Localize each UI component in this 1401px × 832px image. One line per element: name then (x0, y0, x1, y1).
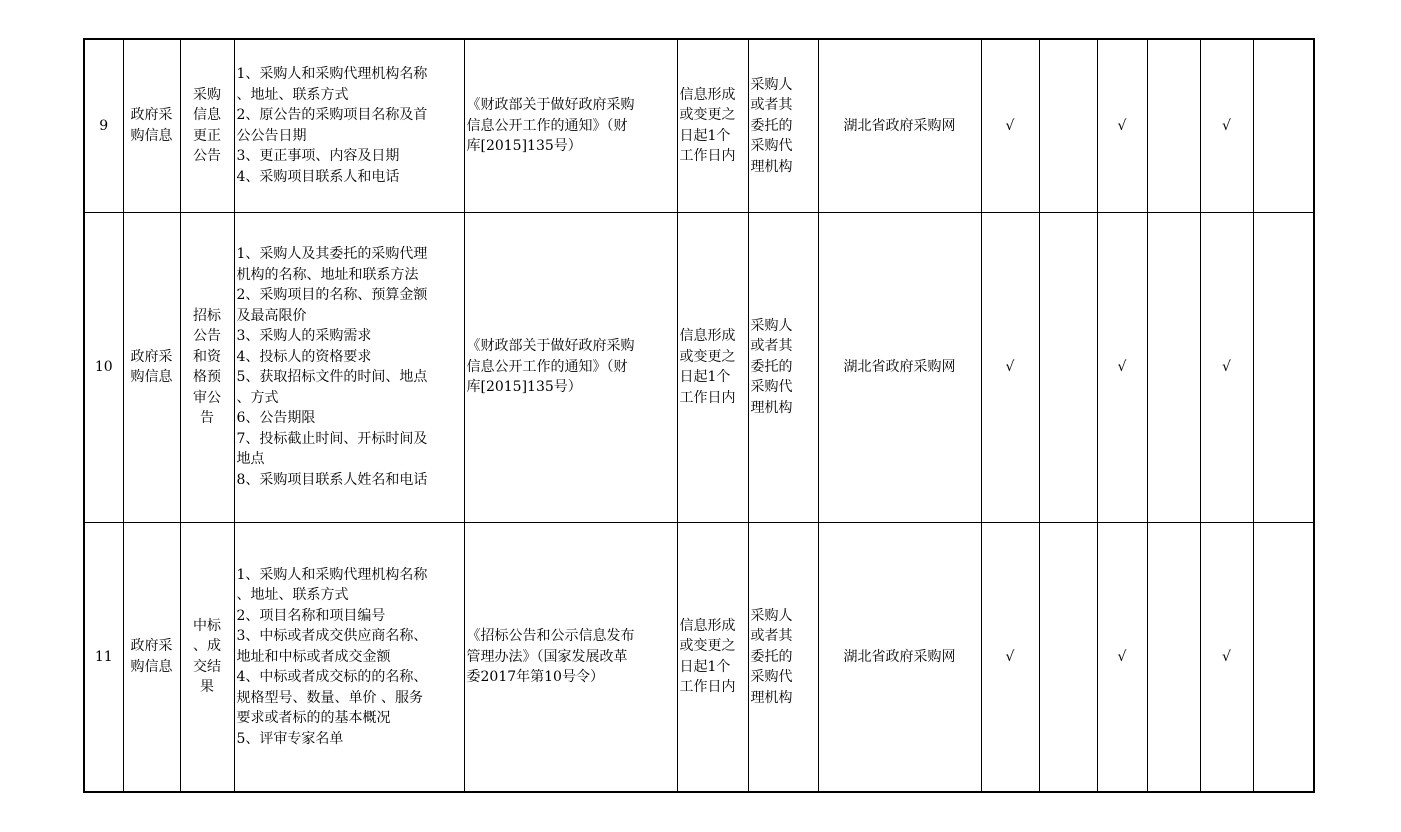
disclosure-basis (464, 212, 677, 522)
check-mark (1253, 212, 1314, 522)
disclosure-content-line: 1、采购人和采购代理机构名称 (236, 66, 428, 83)
disclosure-subject-line: 理机构 (750, 158, 793, 175)
info-item-line: 、成 (193, 638, 221, 655)
disclosure-subject-line: 委托的 (750, 648, 793, 665)
info-item-line: 和资 (193, 348, 221, 365)
check-mark: √ (981, 39, 1039, 212)
check-mark (1147, 212, 1200, 522)
disclosure-channel: 湖北省政府采购网 (818, 39, 981, 212)
disclosure-content-line: 3、更正事项、内容及日期 (236, 148, 400, 165)
disclosure-content-line: 规格型号、数量、单价 、服务 (236, 689, 423, 706)
disclosure-timing-line: 信息形成 (679, 617, 736, 634)
info-item-line: 告 (200, 410, 214, 426)
disclosure-content-line: 要求或者标的的基本概况 (236, 710, 391, 726)
disclosure-subject-line: 或者其 (750, 338, 793, 355)
disclosure-content-line: 公公告日期 (236, 127, 307, 144)
info-item-line: 审公 (193, 389, 221, 406)
disclosure-subject (748, 39, 818, 212)
check-mark (1039, 522, 1097, 792)
disclosure-content-line: 7、投标截止时间、开标时间及 (236, 430, 428, 447)
disclosure-table (83, 38, 1315, 793)
info-item-line: 公告 (193, 148, 221, 165)
disclosure-subject-line: 理机构 (750, 399, 793, 416)
disclosure-content (234, 522, 464, 792)
info-category-line: 购信息 (130, 369, 173, 385)
disclosure-subject-line: 采购人 (750, 607, 793, 624)
info-category-line: 政府采 (130, 348, 173, 365)
info-item-line: 果 (200, 679, 214, 696)
disclosure-content-line: 3、采购人的采购需求 (236, 328, 372, 344)
disclosure-basis-line: 信息公开工作的通知》（财 (466, 117, 628, 134)
disclosure-basis-line: 《财政部关于做好政府采购 (466, 338, 635, 355)
table-row (84, 522, 1314, 792)
row-number: 10 (84, 212, 123, 522)
disclosure-subject-line: 采购人 (750, 76, 793, 93)
disclosure-subject-line: 理机构 (750, 689, 793, 706)
info-item-line: 交结 (193, 658, 221, 675)
disclosure-content (234, 39, 464, 212)
info-item-line: 格预 (193, 369, 221, 385)
info-item-line: 招标 (193, 307, 221, 324)
disclosure-content-line: 4、采购项目联系人和电话 (236, 168, 400, 185)
disclosure-basis-line: 《招标公告和公示信息发布 (466, 628, 635, 644)
check-mark: √ (1097, 212, 1147, 522)
disclosure-basis-line: 库[2015]135号） (466, 379, 582, 396)
check-mark (1253, 39, 1314, 212)
disclosure-subject-line: 委托的 (750, 117, 793, 134)
row-number: 11 (84, 522, 123, 792)
check-mark: √ (1200, 212, 1253, 522)
check-mark (1039, 39, 1097, 212)
disclosure-basis-line: 《财政部关于做好政府采购 (466, 97, 635, 113)
disclosure-content-line: 4、投标人的资格要求 (236, 348, 372, 365)
disclosure-subject-line: 或者其 (750, 97, 793, 113)
info-item-line: 中标 (193, 617, 221, 634)
disclosure-content-line: 机构的名称、地址和联系方法 (236, 266, 419, 283)
disclosure-timing-line: 工作日内 (679, 148, 736, 165)
check-mark: √ (1097, 522, 1147, 792)
disclosure-content-line: 6、公告期限 (236, 410, 316, 426)
disclosure-timing (677, 522, 748, 792)
check-mark (1147, 522, 1200, 792)
table-row (84, 39, 1314, 212)
disclosure-content-line: 地址和中标或者成交金额 (236, 648, 391, 665)
check-mark (1039, 212, 1097, 522)
disclosure-subject-line: 采购代 (750, 379, 793, 396)
info-item-line: 采购 (193, 86, 221, 103)
check-mark (1253, 522, 1314, 792)
disclosure-content-line: 及最高限价 (236, 307, 307, 324)
disclosure-timing (677, 212, 748, 522)
disclosure-content-line: 8、采购项目联系人姓名和电话 (236, 471, 428, 488)
disclosure-content (234, 212, 464, 522)
info-category-line: 政府采 (130, 107, 173, 124)
disclosure-basis-line: 委2017年第10号令） (466, 669, 604, 685)
disclosure-timing-line: 或变更之 (679, 348, 736, 365)
disclosure-content-line: 5、获取招标文件的时间、地点 (236, 369, 428, 385)
info-item-line: 公告 (193, 328, 221, 344)
disclosure-content-line: 、方式 (236, 389, 279, 406)
check-mark: √ (981, 522, 1039, 792)
disclosure-content-line: 、地址、联系方式 (236, 587, 349, 603)
disclosure-content-line: 1、采购人及其委托的采购代理 (236, 246, 428, 262)
disclosure-content-line: 3、中标或者成交供应商名称、 (236, 628, 428, 644)
disclosure-timing-line: 日起1个 (679, 658, 731, 675)
info-category-line: 购信息 (130, 658, 173, 675)
check-mark: √ (1200, 39, 1253, 212)
disclosure-content-line: 2、原公告的采购项目名称及首 (236, 107, 428, 124)
disclosure-content-line: 地点 (236, 451, 265, 467)
disclosure-subject-line: 委托的 (750, 358, 793, 375)
info-category-line: 政府采 (130, 638, 173, 655)
disclosure-subject-line: 采购代 (750, 669, 793, 685)
info-category (123, 522, 180, 792)
info-category (123, 212, 180, 522)
disclosure-basis-line: 管理办法》（国家发展改革 (466, 648, 628, 665)
check-mark (1147, 39, 1200, 212)
disclosure-timing-line: 或变更之 (679, 107, 736, 124)
disclosure-channel: 湖北省政府采购网 (818, 212, 981, 522)
disclosure-content-line: 5、评审专家名单 (236, 730, 344, 747)
info-item (180, 39, 234, 212)
disclosure-subject-line: 采购代 (750, 138, 793, 154)
disclosure-basis-line: 信息公开工作的通知》（财 (466, 358, 628, 375)
disclosure-channel: 湖北省政府采购网 (818, 522, 981, 792)
info-category (123, 39, 180, 212)
info-category-line: 购信息 (130, 127, 173, 144)
table-body (84, 39, 1314, 792)
disclosure-basis-line: 库[2015]135号） (466, 138, 582, 154)
check-mark: √ (981, 212, 1039, 522)
info-item-line: 更正 (193, 127, 221, 144)
info-item-line: 信息 (193, 107, 221, 124)
disclosure-basis (464, 39, 677, 212)
info-item (180, 212, 234, 522)
disclosure-content-line: 1、采购人和采购代理机构名称 (236, 566, 428, 583)
disclosure-timing-line: 日起1个 (679, 369, 731, 385)
disclosure-content-line: 4、中标或者成交标的的名称、 (236, 669, 428, 685)
info-item (180, 522, 234, 792)
row-number: 9 (84, 39, 123, 212)
disclosure-content-line: 2、项目名称和项目编号 (236, 607, 386, 624)
disclosure-timing-line: 日起1个 (679, 127, 731, 144)
disclosure-timing (677, 39, 748, 212)
disclosure-basis (464, 522, 677, 792)
disclosure-content-line: 2、采购项目的名称、预算金额 (236, 287, 428, 303)
table-row (84, 212, 1314, 522)
disclosure-subject-line: 采购人 (750, 317, 793, 334)
disclosure-timing-line: 工作日内 (679, 389, 736, 406)
disclosure-subject (748, 212, 818, 522)
check-mark: √ (1200, 522, 1253, 792)
disclosure-timing-line: 工作日内 (679, 679, 736, 696)
disclosure-subject (748, 522, 818, 792)
disclosure-timing-line: 信息形成 (679, 328, 736, 344)
disclosure-timing-line: 信息形成 (679, 86, 736, 103)
check-mark: √ (1097, 39, 1147, 212)
disclosure-content-line: 、地址、联系方式 (236, 86, 349, 103)
disclosure-subject-line: 或者其 (750, 628, 793, 644)
disclosure-timing-line: 或变更之 (679, 638, 736, 655)
